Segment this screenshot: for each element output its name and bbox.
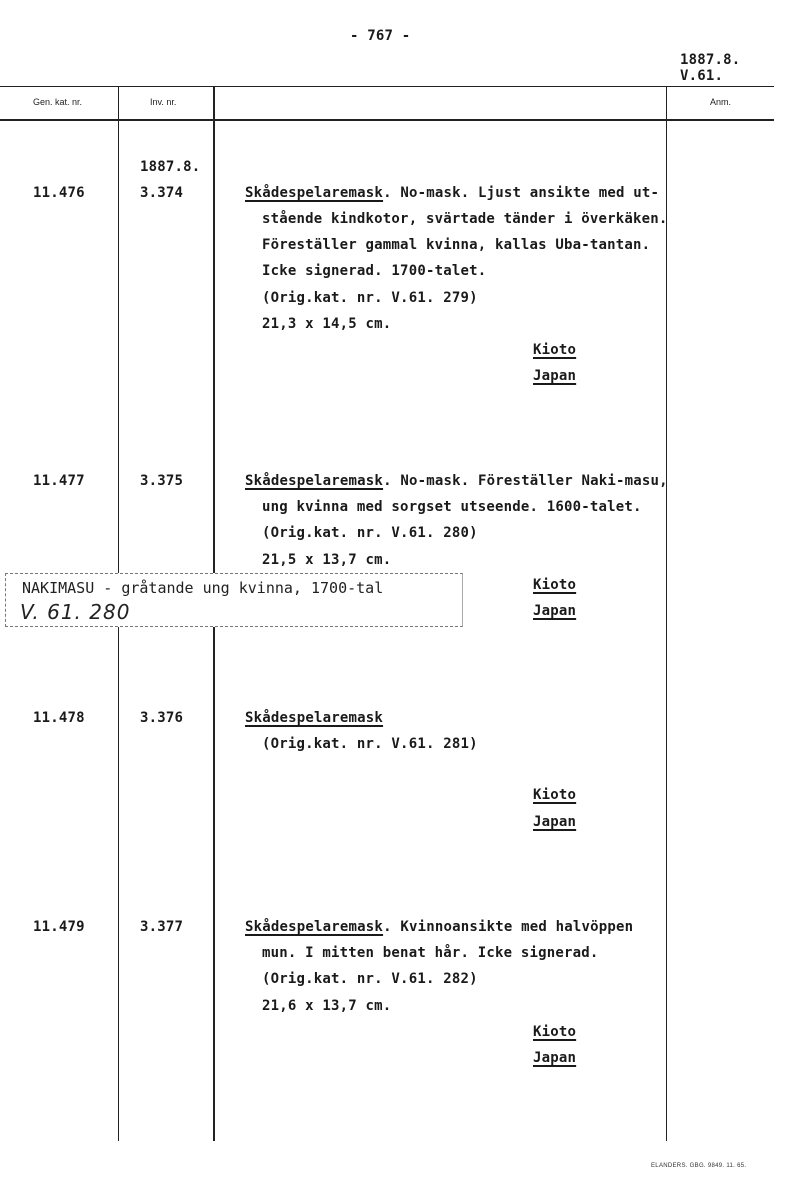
entry-title: Skådespelaremask [245, 919, 384, 935]
ref-code: V.61. [680, 68, 724, 84]
column-header-inv: Inv. nr. [150, 97, 177, 107]
ref-year: 1887.8. [680, 52, 741, 68]
entry-dimensions: 21,5 x 13,7 cm. [262, 552, 392, 568]
header-bottom-rule [0, 119, 774, 121]
inv-number: 3.374 [140, 185, 184, 201]
entry-country: Japan [533, 368, 577, 384]
header-top-rule [0, 86, 774, 87]
entry-title: Skådespelaremask [245, 185, 384, 201]
entry-dimensions: 21,6 x 13,7 cm. [262, 998, 392, 1014]
entry-line-1 [245, 185, 659, 201]
entry-line-1 [245, 710, 383, 726]
gen-kat-number: 11.477 [33, 473, 85, 489]
entry-place: Kioto [533, 787, 577, 803]
entry-text: Föreställer gammal kvinna, kallas Uba-tantan. [262, 237, 651, 253]
gen-kat-number: 11.478 [33, 710, 85, 726]
label-text: NAKIMASU - gråtande ung kvinna, 1700-tal [22, 579, 384, 597]
gen-kat-number: 11.476 [33, 185, 85, 201]
column-divider-3 [666, 86, 667, 1141]
entry-text: (Orig.kat. nr. V.61. 280) [262, 525, 478, 541]
entry-text: . No-mask. Ljust ansikte med ut- [383, 185, 660, 201]
entry-country: Japan [533, 1050, 577, 1066]
printer-imprint: ELANDERS. GBG. 9849. 11. 65. [651, 1163, 747, 1169]
entry-country: Japan [533, 603, 577, 619]
column-header-anm: Anm. [710, 97, 732, 107]
entry-dimensions: 21,3 x 14,5 cm. [262, 316, 392, 332]
entry-text: mun. I mitten benat hår. Icke signerad. [262, 945, 599, 961]
entry-line-1 [245, 919, 633, 935]
gen-kat-number: 11.479 [33, 919, 85, 935]
entry-text: . Kvinnoansikte med halvöppen [383, 919, 634, 935]
entry-place: Kioto [533, 1024, 577, 1040]
entry-line-1 [245, 473, 668, 489]
column-header-gen-kat: Gen. kat. nr. [33, 97, 83, 107]
label-handwritten-number: V. 61. 280 [20, 600, 131, 624]
entry-title: Skådespelaremask [245, 473, 384, 489]
inv-number: 3.377 [140, 919, 184, 935]
entry-text: (Orig.kat. nr. V.61. 282) [262, 971, 478, 987]
entry-place: Kioto [533, 577, 577, 593]
pasted-label [5, 573, 463, 627]
entry-text: (Orig.kat. nr. V.61. 281) [262, 736, 478, 752]
entry-place: Kioto [533, 342, 577, 358]
entry-year: 1887.8. [140, 159, 201, 175]
page-number: - 767 - [350, 28, 411, 44]
inv-number: 3.376 [140, 710, 184, 726]
entry-text: . No-mask. Föreställer Naki-masu, [383, 473, 668, 489]
entry-text: (Orig.kat. nr. V.61. 279) [262, 290, 478, 306]
entry-text: Icke signerad. 1700-talet. [262, 263, 487, 279]
entry-text: stående kindkotor, svärtade tänder i överkäken. [262, 211, 668, 227]
inv-number: 3.375 [140, 473, 184, 489]
entry-text: ung kvinna med sorgset utseende. 1600-talet. [262, 499, 642, 515]
entry-title: Skådespelaremask [245, 710, 384, 726]
entry-country: Japan [533, 814, 577, 830]
